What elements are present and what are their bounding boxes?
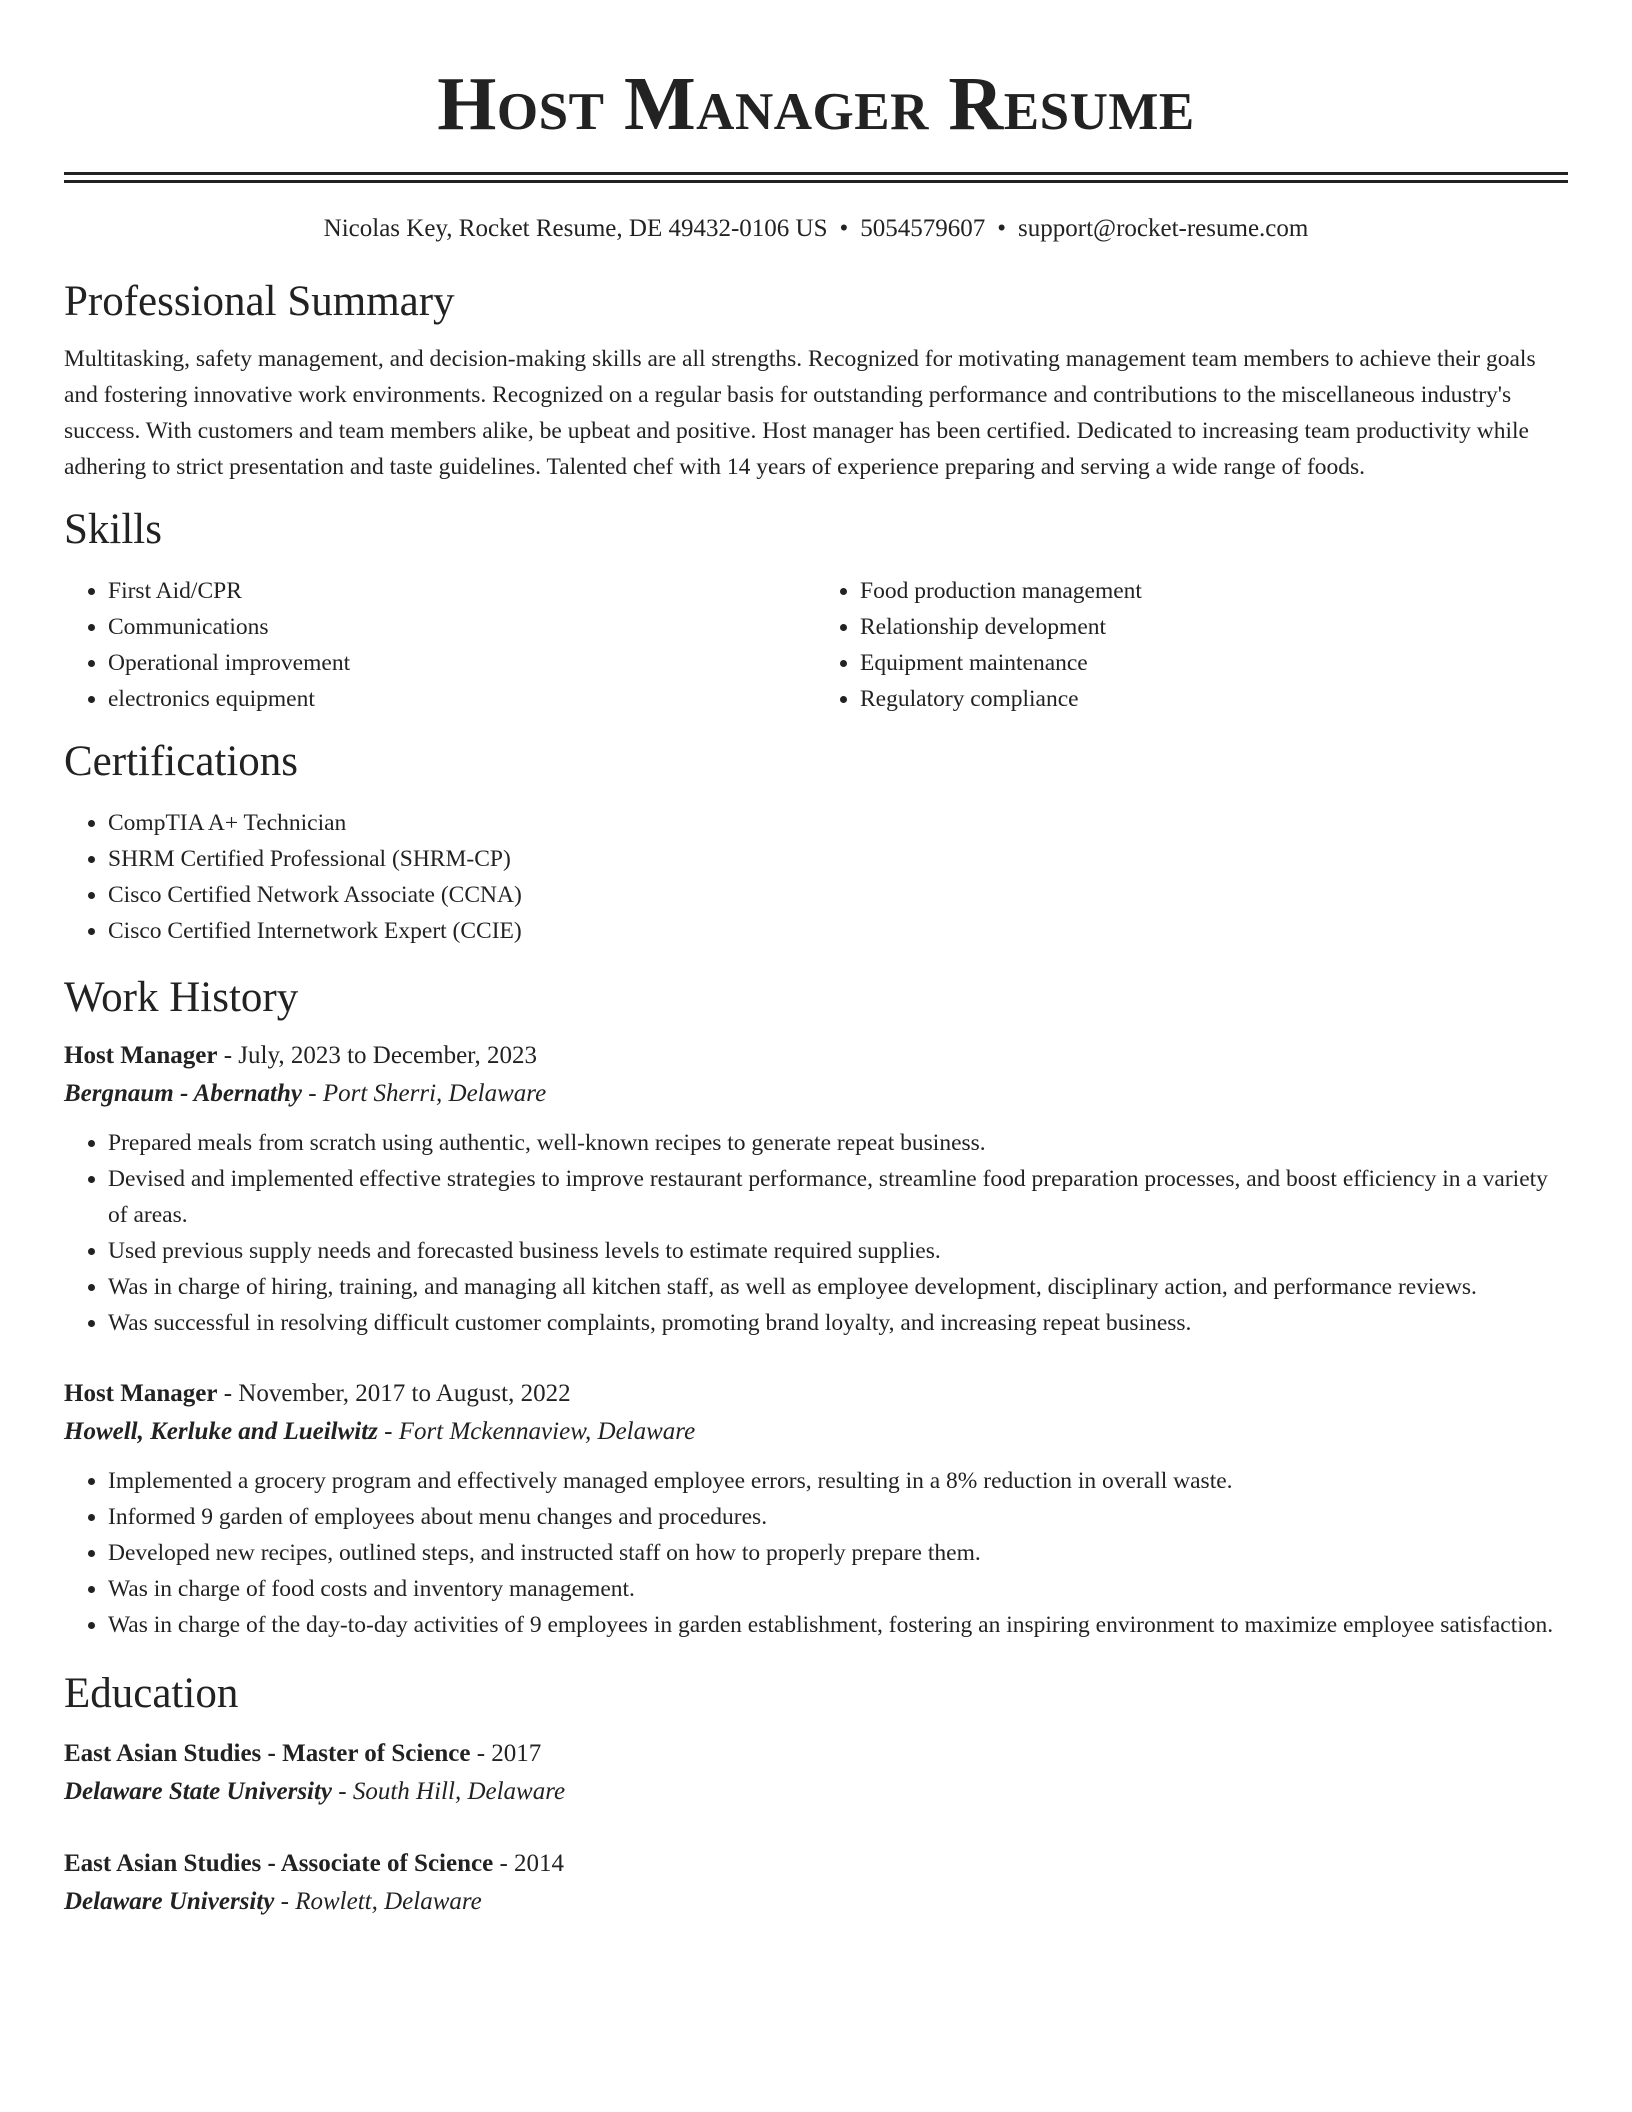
education-degree: East Asian Studies - Associate of Science (64, 1850, 494, 1877)
work-history-heading: Work History (64, 974, 299, 1021)
job-bullet: • Was successful in resolving difficult customer complaints, promoting brand loyalty, and increasing repeat business. (108, 1305, 1568, 1341)
education-institution (64, 1883, 1568, 1921)
job-header (64, 1375, 1568, 1413)
job-dates: - July, 2023 to December, 2023 (217, 1042, 537, 1069)
page-title: Host Manager Resume (437, 62, 1195, 146)
job-bullet: • Informed 9 garden of employees about menu changes and procedures. (108, 1499, 1568, 1535)
job-bullet: • Developed new recipes, outlined steps, and instructed staff on how to properly prepare them. (108, 1535, 1568, 1571)
contact-phone: 5054579607 (860, 215, 986, 242)
job-bullet: • Was in charge of hiring, training, and managing all kitchen staff, as well as employee development, disciplinary action, and performance reviews. (108, 1269, 1568, 1305)
summary-section (64, 275, 1568, 485)
skills-section (64, 503, 1568, 717)
job-entry (64, 1375, 1568, 1643)
skill-item: • Equipment maintenance (860, 645, 1568, 681)
job-bullets (64, 1125, 1568, 1341)
job-company: Bergnaum - Abernathy (64, 1080, 303, 1107)
education-entry (64, 1735, 1568, 1811)
education-year: - 2014 (493, 1850, 565, 1877)
education-year: - 2017 (470, 1740, 542, 1767)
education-degree: East Asian Studies - Master of Science (64, 1740, 471, 1767)
education-header (64, 1735, 1568, 1773)
summary-text: Multitasking, safety management, and decision-making skills are all strengths. Recognized for motivating management team members to achieve their goals and fostering innovative work environments. Recognized on a regular basis for outstanding performance and contributions to the miscellaneous industry's success. With customers and team members alike, be upbeat and positive. Host manager has been certified. Dedicated to increasing team productivity while adhering to strict presentation and taste guidelines. Talented chef with 14 years of experience preparing and serving a wide range of foods. (64, 346, 1536, 480)
skill-item: • electronics equipment (108, 681, 816, 717)
certification-item: • Cisco Certified Network Associate (CCNA) (108, 877, 1568, 913)
education-section (64, 1667, 1568, 1921)
contact-separator: • (839, 215, 849, 242)
certifications-heading: Certifications (64, 738, 299, 785)
job-bullet: • Was in charge of the day-to-day activities of 9 employees in garden establishment, fostering an inspiring environment to maximize employee satisfaction. (108, 1607, 1568, 1643)
skills-columns (64, 573, 1568, 717)
education-heading: Education (64, 1670, 239, 1717)
job-company: Howell, Kerluke and Lueilwitz (64, 1418, 378, 1445)
skill-item: • First Aid/CPR (108, 573, 816, 609)
skill-item: • Operational improvement (108, 645, 816, 681)
skills-heading: Skills (64, 506, 162, 553)
skills-list-left (64, 573, 816, 717)
skill-item: • Food production management (860, 573, 1568, 609)
work-history-section (64, 971, 1568, 1643)
certification-item: • CompTIA A+ Technician (108, 805, 1568, 841)
skill-item: • Relationship development (860, 609, 1568, 645)
education-location: - South Hill, Delaware (332, 1778, 566, 1805)
summary-heading: Professional Summary (64, 278, 455, 325)
certification-item: • Cisco Certified Internetwork Expert (CCIE) (108, 913, 1568, 949)
education-school: Delaware University (64, 1888, 275, 1915)
job-bullet: • Used previous supply needs and forecasted business levels to estimate required supplies. (108, 1233, 1568, 1269)
job-bullet: • Devised and implemented effective strategies to improve restaurant performance, streamline food preparation processes, and boost efficiency in a variety of areas. (108, 1161, 1568, 1233)
skills-list-right (816, 573, 1568, 717)
job-title: Host Manager (64, 1380, 218, 1407)
job-bullet: • Prepared meals from scratch using authentic, well-known recipes to generate repeat business. (108, 1125, 1568, 1161)
skill-item: • Regulatory compliance (860, 681, 1568, 717)
title-double-rule (64, 172, 1568, 183)
job-bullet: • Was in charge of food costs and inventory management. (108, 1571, 1568, 1607)
education-header (64, 1845, 1568, 1883)
job-dates: - November, 2017 to August, 2022 (217, 1380, 571, 1407)
contact-email: support@rocket-resume.com (1018, 215, 1309, 242)
job-employer (64, 1413, 1568, 1451)
education-school: Delaware State University (64, 1778, 333, 1805)
job-bullet: • Implemented a grocery program and effectively managed employee errors, resulting in a 8% reduction in overall waste. (108, 1463, 1568, 1499)
certification-item: • SHRM Certified Professional (SHRM-CP) (108, 841, 1568, 877)
education-entry (64, 1845, 1568, 1921)
job-entry (64, 1037, 1568, 1341)
education-institution (64, 1773, 1568, 1811)
contact-line (64, 213, 1568, 245)
job-location: - Port Sherri, Delaware (302, 1080, 547, 1107)
job-title: Host Manager (64, 1042, 218, 1069)
education-location: - Rowlett, Delaware (274, 1888, 482, 1915)
skill-item: • Communications (108, 609, 816, 645)
job-header (64, 1037, 1568, 1075)
certifications-list (64, 805, 1568, 949)
job-employer (64, 1075, 1568, 1113)
contact-separator: • (997, 215, 1007, 242)
job-location: - Fort Mckennaview, Delaware (377, 1418, 696, 1445)
contact-address: Nicolas Key, Rocket Resume, DE 49432-0106 US (323, 215, 828, 242)
job-bullets (64, 1463, 1568, 1643)
certifications-section (64, 735, 1568, 949)
